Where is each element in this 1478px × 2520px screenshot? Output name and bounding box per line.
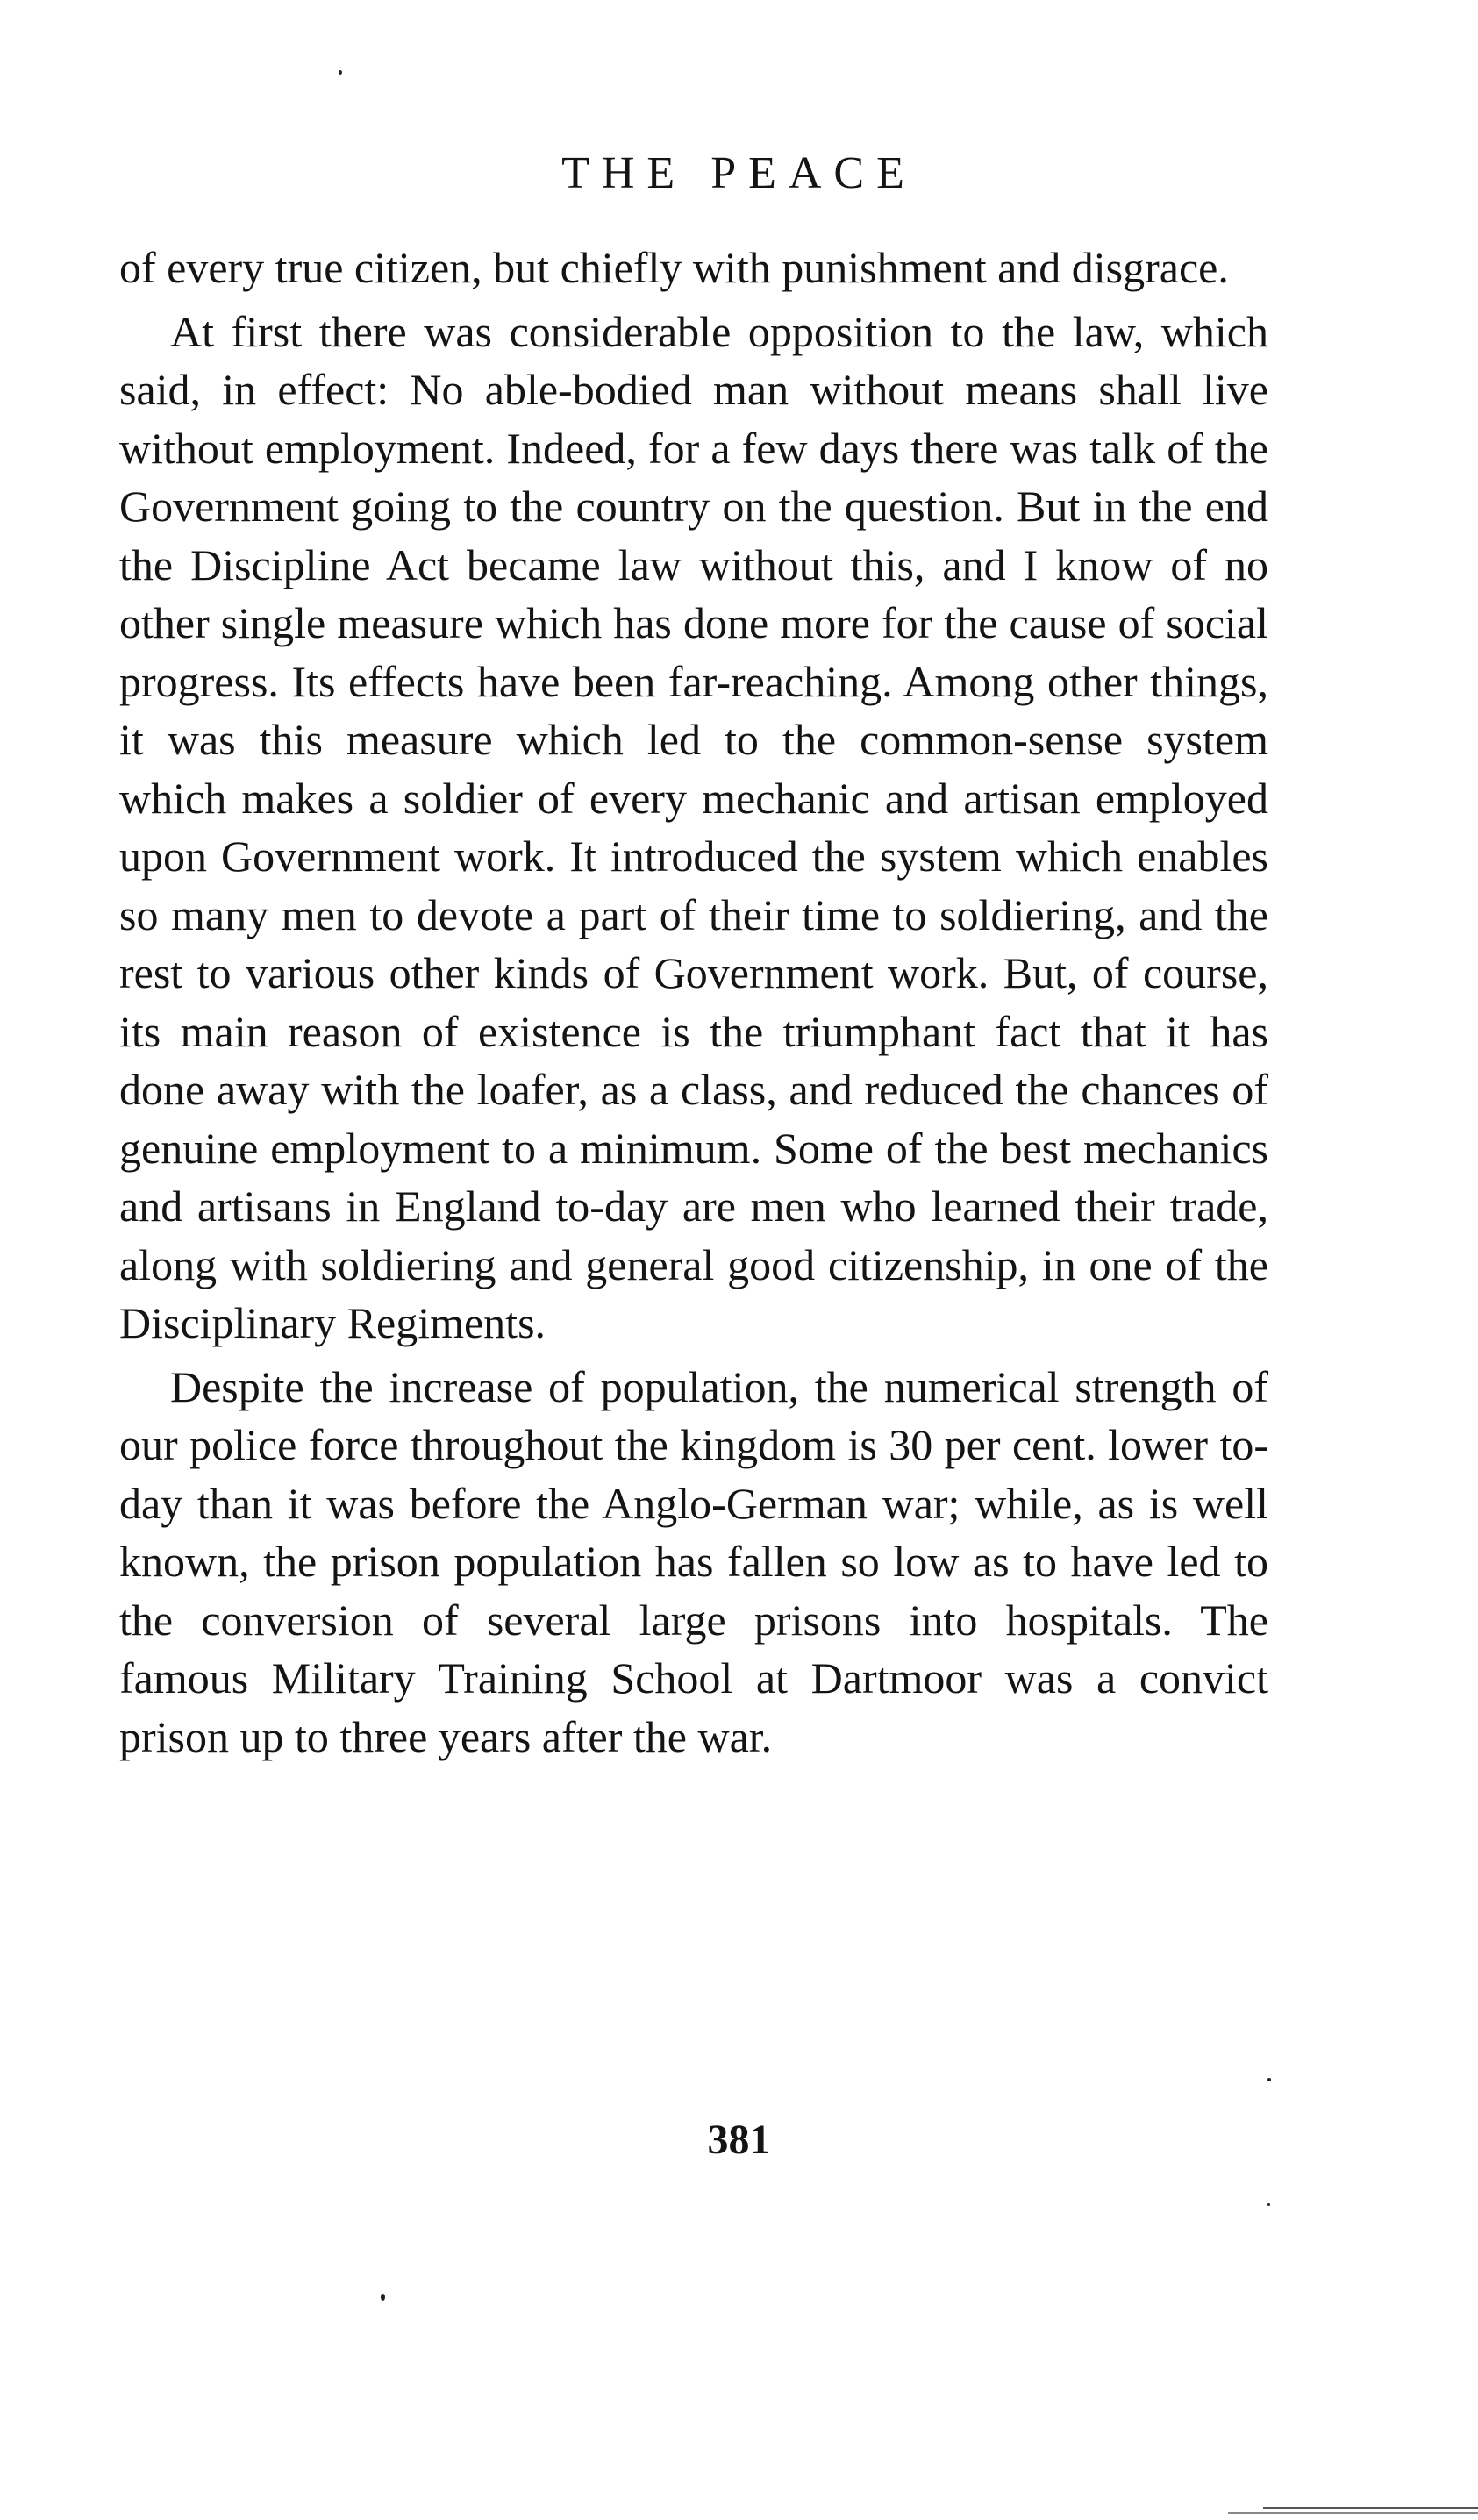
scan-edge-rule: [1228, 2512, 1478, 2514]
body-text: [119, 239, 1268, 1766]
page-number: 381: [707, 2117, 771, 2163]
scan-edge-rule: [1263, 2507, 1478, 2509]
running-header: THE PEACE: [561, 148, 917, 198]
paragraph-police-force: Despite the increase of population, the numerical strength of our police force throughout the kingdom is 30 per cent. lower to-day than it was before the Anglo-German war; while, as is well known, the prison population has fallen so low as to have led to the conversion of several large prisons into hospitals. The famous Military Training School at Dartmoor was a convict prison up to three years after the war.: [119, 1361, 1268, 1761]
scan-speck: [381, 2294, 385, 2301]
paragraph-continuation: of every true citizen, but chiefly with punishment and disgrace.: [119, 243, 1229, 292]
scan-speck: [339, 70, 342, 75]
scan-speck: [1267, 2203, 1270, 2206]
scan-speck: [1267, 2078, 1271, 2081]
paragraph-discipline-act: At first there was considerable opposition to the law, which said, in effect: No able-bodied man without means shall live without employment. Indeed, for a few days there was talk of the Government going to the country on the question. But in the end the Discipline Act became law without this, and I know of no other single measure which has done more for the cause of social progress. Its effects have been far-reaching. Among other things, it was this measure which led to the common-sense system which makes a soldier of every mechanic and artisan employed upon Government work. It introduced the system which enables so many men to devote a part of their time to soldiering, and the rest to various other kinds of Government work. But, of course, its main reason of existence is the triumphant fact that it has done away with the loafer, as a class, and reduced the chances of genuine employment to a minimum. Some of the best mechanics and artisans in England to-day are men who learned their trade, along with soldiering and general good citizenship, in one of the Disciplinary Regiments.: [119, 306, 1268, 1347]
